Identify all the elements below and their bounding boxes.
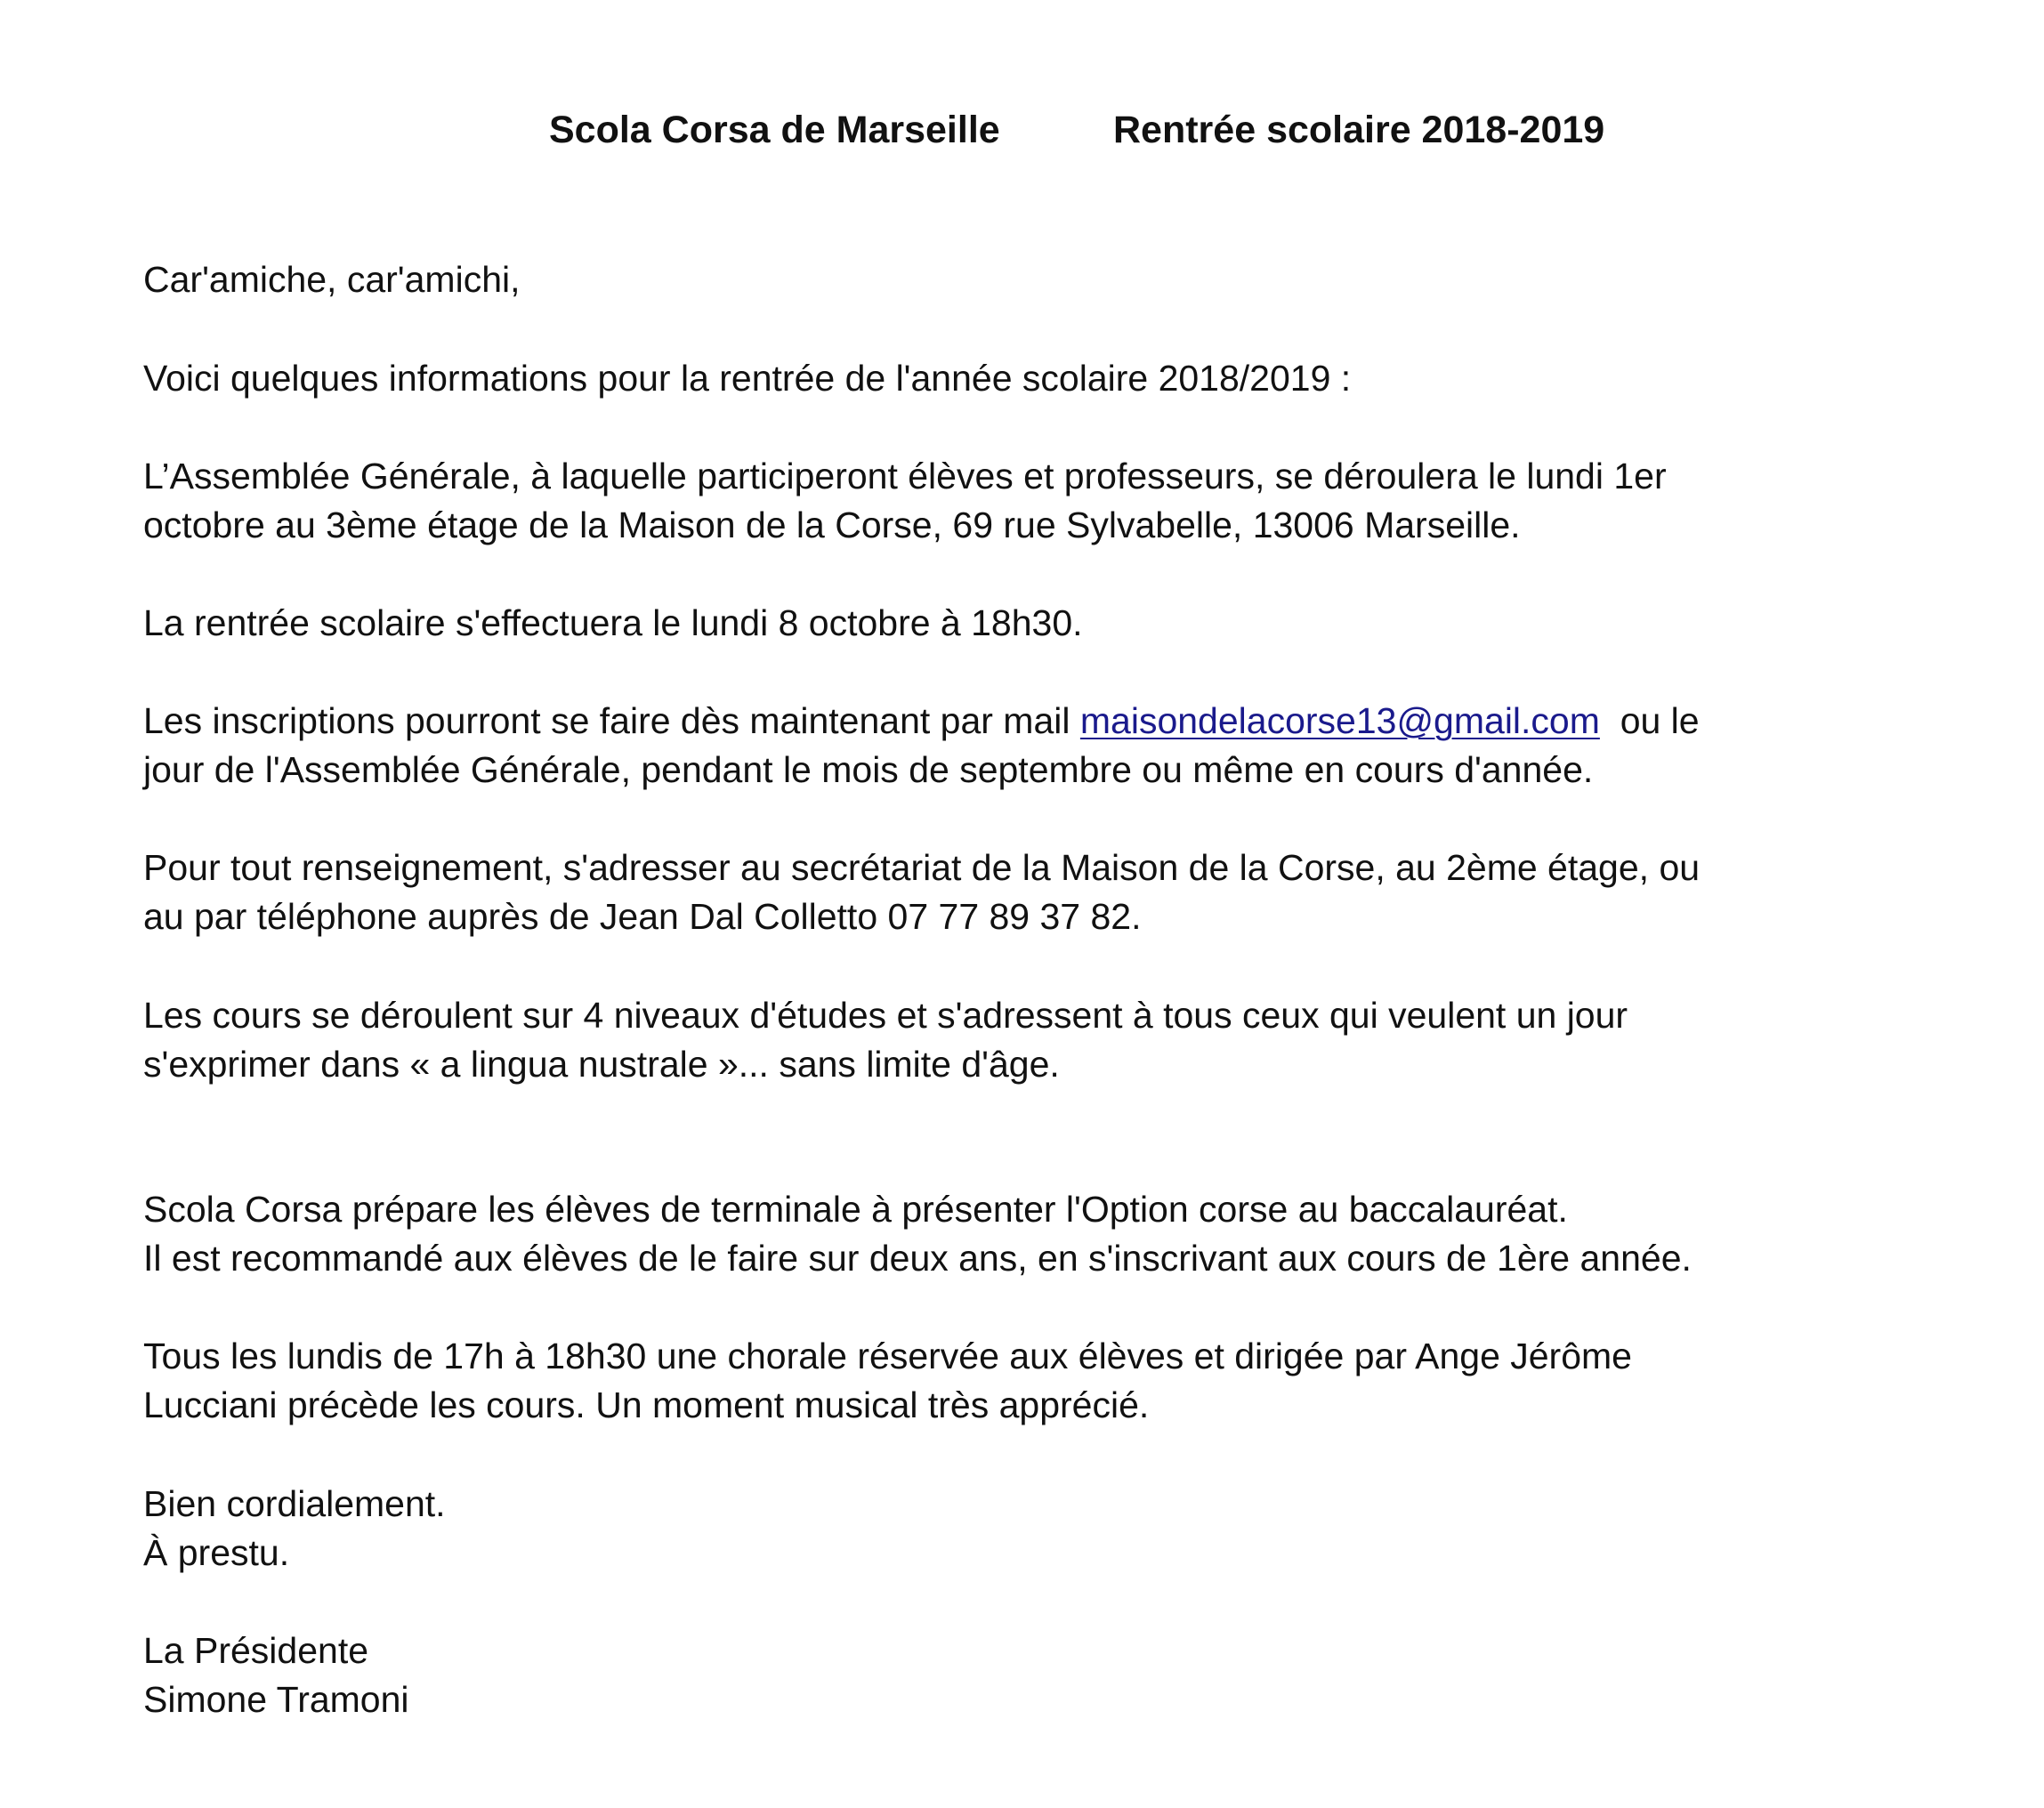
choir-paragraph <box>143 1332 1932 1430</box>
choir-line: Lucciani précède les cours. Un moment musical très apprécié. <box>143 1384 1150 1425</box>
signature-name: Simone Tramoni <box>143 1679 409 1720</box>
info-line: au par téléphone auprès de Jean Dal Colletto 07 77 89 37 82. <box>143 896 1142 937</box>
school-name-heading: Scola Corsa de Marseille <box>549 109 1000 151</box>
assembly-paragraph <box>143 452 1932 550</box>
registration-suffix: ou le <box>1620 700 1700 741</box>
greeting-block <box>143 255 1932 304</box>
courses-paragraph <box>143 991 1932 1089</box>
email-link[interactable]: maisondelacorse13@gmail.com <box>1079 700 1600 741</box>
assembly-line: octobre au 3ème étage de la Maison de la Corse, 69 rue Sylvabelle, 13006 Marseille. <box>143 504 1521 545</box>
baccalaureate-line: Il est recommandé aux élèves de le faire sur deux ans, en s'inscrivant aux cours de 1ère année. <box>143 1238 1692 1279</box>
signature-role: La Présidente <box>143 1630 369 1671</box>
registration-paragraph <box>143 697 1932 795</box>
start-date-line: La rentrée scolaire s'effectuera le lundi 8 octobre à 18h30. <box>143 602 1083 643</box>
assembly-line: L’Assemblée Générale, à laquelle participeront élèves et professeurs, se déroulera le lundi 1er <box>143 456 1667 496</box>
start-date-paragraph <box>143 599 1932 648</box>
info-line: Pour tout renseignement, s'adresser au secrétariat de la Maison de la Corse, au 2ème étage, ou <box>143 847 1701 888</box>
registration-line: jour de l'Assemblée Générale, pendant le mois de septembre ou même en cours d'année. <box>143 749 1594 790</box>
greeting-line: Car'amiche, car'amichi, <box>143 259 521 300</box>
closing-paragraph <box>143 1480 1932 1578</box>
closing-line: Bien cordialement. <box>143 1483 446 1524</box>
baccalaureate-line: Scola Corsa prépare les élèves de terminale à présenter l'Option corse au baccalauréat. <box>143 1189 1568 1230</box>
courses-line: Les cours se déroulent sur 4 niveaux d'études et s'adressent à tous ceux qui veulent un jour <box>143 995 1628 1036</box>
choir-line: Tous les lundis de 17h à 18h30 une chorale réservée aux élèves et dirigée par Ange Jérôme <box>143 1336 1632 1376</box>
info-paragraph <box>143 843 1932 941</box>
intro-block <box>143 354 1932 403</box>
closing-line: À prestu. <box>143 1532 290 1573</box>
courses-line: s'exprimer dans « a lingua nustrale »... sans limite d'âge. <box>143 1044 1060 1085</box>
season-heading: Rentrée scolaire 2018-2019 <box>1113 109 1605 151</box>
intro-line: Voici quelques informations pour la rentrée de l'année scolaire 2018/2019 : <box>143 358 1352 399</box>
registration-prefix: Les inscriptions pourront se faire dès maintenant par mail <box>143 700 1070 741</box>
registration-line <box>143 697 1932 746</box>
baccalaureate-paragraph <box>143 1185 1932 1283</box>
signature-block <box>143 1626 1932 1724</box>
